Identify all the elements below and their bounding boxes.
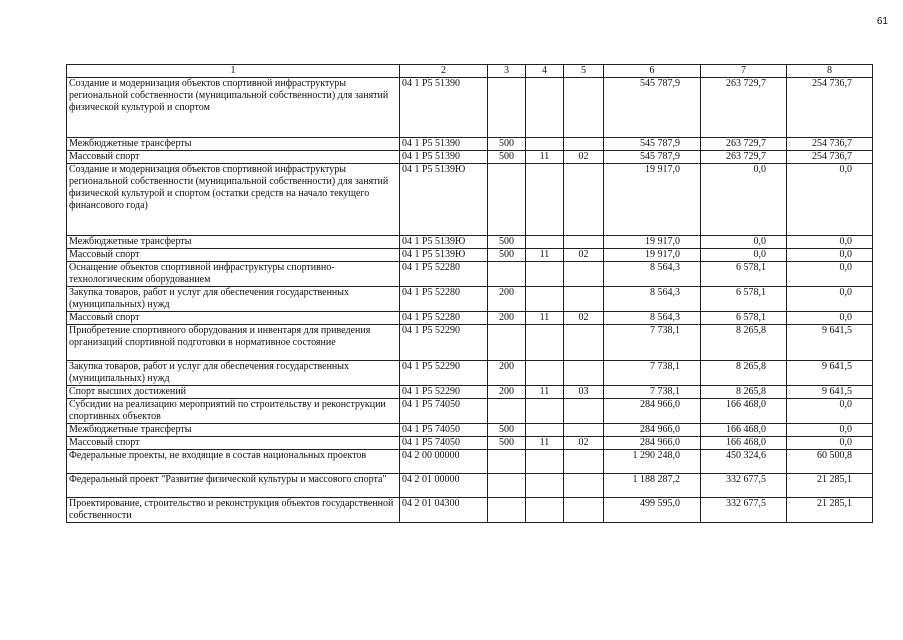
row-expense-type-cell <box>488 325 526 361</box>
row-name-cell: Создание и модернизация объектов спортивной инфраструктуры региональной собственности (муниципальной собственности) для занятий физической культурой и спортом <box>67 78 400 138</box>
row-subsection-cell: 02 <box>564 312 604 325</box>
row-amount-year2-cell: 263 729,7 <box>701 138 787 151</box>
row-name-cell: Оснащение объектов спортивной инфраструктуры спортивно-технологическим оборудованием <box>67 262 400 287</box>
table-row <box>67 262 873 287</box>
row-amount-year3-cell: 0,0 <box>787 399 873 424</box>
row-amount-year1-cell: 545 787,9 <box>604 78 701 138</box>
row-section-cell <box>526 474 564 498</box>
row-code-cell: 04 1 P5 52280 <box>400 262 488 287</box>
row-name-cell: Межбюджетные трансферты <box>67 424 400 437</box>
row-expense-type-cell: 200 <box>488 287 526 312</box>
row-section-cell <box>526 236 564 249</box>
row-section-cell: 11 <box>526 386 564 399</box>
row-amount-year3-cell: 0,0 <box>787 262 873 287</box>
row-section-cell <box>526 287 564 312</box>
table-header-row <box>67 65 873 78</box>
row-code-cell: 04 1 P5 52290 <box>400 325 488 361</box>
row-subsection-cell: 02 <box>564 151 604 164</box>
table-row <box>67 498 873 523</box>
header-cell: 1 <box>67 65 400 78</box>
row-code-cell: 04 1 P5 74050 <box>400 399 488 424</box>
row-name-cell: Массовый спорт <box>67 151 400 164</box>
row-amount-year1-cell: 545 787,9 <box>604 151 701 164</box>
row-expense-type-cell <box>488 450 526 474</box>
row-code-cell: 04 1 P5 5139Ю <box>400 249 488 262</box>
row-subsection-cell <box>564 498 604 523</box>
table-row <box>67 386 873 399</box>
row-subsection-cell <box>564 164 604 236</box>
row-amount-year1-cell: 19 917,0 <box>604 236 701 249</box>
row-amount-year3-cell: 0,0 <box>787 437 873 450</box>
row-amount-year3-cell: 0,0 <box>787 164 873 236</box>
row-expense-type-cell: 500 <box>488 138 526 151</box>
table-row <box>67 424 873 437</box>
table-row <box>67 138 873 151</box>
row-amount-year2-cell: 332 677,5 <box>701 474 787 498</box>
table-row <box>67 236 873 249</box>
row-amount-year3-cell: 254 736,7 <box>787 151 873 164</box>
row-amount-year2-cell: 450 324,6 <box>701 450 787 474</box>
row-subsection-cell <box>564 325 604 361</box>
row-expense-type-cell <box>488 474 526 498</box>
table-row <box>67 249 873 262</box>
row-amount-year2-cell: 8 265,8 <box>701 386 787 399</box>
row-name-cell: Закупка товаров, работ и услуг для обеспечения государственных (муниципальных) нужд <box>67 361 400 386</box>
row-code-cell: 04 1 P5 51390 <box>400 78 488 138</box>
page-number: 61 <box>876 16 888 27</box>
row-amount-year3-cell: 9 641,5 <box>787 325 873 361</box>
header-cell: 4 <box>526 65 564 78</box>
row-section-cell <box>526 424 564 437</box>
row-amount-year3-cell: 9 641,5 <box>787 386 873 399</box>
row-amount-year3-cell: 21 285,1 <box>787 474 873 498</box>
row-code-cell: 04 1 P5 74050 <box>400 437 488 450</box>
table-row <box>67 450 873 474</box>
row-expense-type-cell <box>488 498 526 523</box>
row-amount-year1-cell: 7 738,1 <box>604 361 701 386</box>
row-name-cell: Массовый спорт <box>67 312 400 325</box>
row-expense-type-cell <box>488 262 526 287</box>
header-cell: 2 <box>400 65 488 78</box>
row-code-cell: 04 1 P5 52290 <box>400 361 488 386</box>
row-amount-year1-cell: 8 564,3 <box>604 287 701 312</box>
row-expense-type-cell: 500 <box>488 249 526 262</box>
row-subsection-cell <box>564 450 604 474</box>
table-row <box>67 437 873 450</box>
row-amount-year2-cell: 166 468,0 <box>701 424 787 437</box>
row-amount-year2-cell: 166 468,0 <box>701 437 787 450</box>
row-amount-year3-cell: 254 736,7 <box>787 78 873 138</box>
row-code-cell: 04 2 01 04300 <box>400 498 488 523</box>
row-name-cell: Создание и модернизация объектов спортивной инфраструктуры региональной собственности (муниципальной собственности) для занятий физической культурой и спортом (остатки средств на начало текущего финансового года) <box>67 164 400 236</box>
row-name-cell: Федеральный проект "Развитие физической культуры и массового спорта" <box>67 474 400 498</box>
row-code-cell: 04 1 P5 52290 <box>400 386 488 399</box>
row-section-cell <box>526 164 564 236</box>
row-amount-year3-cell: 0,0 <box>787 287 873 312</box>
row-amount-year2-cell: 6 578,1 <box>701 287 787 312</box>
row-amount-year2-cell: 8 265,8 <box>701 325 787 361</box>
row-amount-year1-cell: 8 564,3 <box>604 262 701 287</box>
row-expense-type-cell: 200 <box>488 312 526 325</box>
table-row <box>67 399 873 424</box>
row-name-cell: Проектирование, строительство и реконструкция объектов государственной собственности <box>67 498 400 523</box>
row-section-cell <box>526 78 564 138</box>
row-code-cell: 04 1 P5 51390 <box>400 138 488 151</box>
row-section-cell <box>526 262 564 287</box>
row-expense-type-cell <box>488 399 526 424</box>
row-section-cell: 11 <box>526 249 564 262</box>
row-section-cell: 11 <box>526 437 564 450</box>
row-amount-year3-cell: 0,0 <box>787 424 873 437</box>
row-subsection-cell <box>564 361 604 386</box>
row-expense-type-cell: 200 <box>488 386 526 399</box>
row-amount-year3-cell: 254 736,7 <box>787 138 873 151</box>
row-amount-year1-cell: 1 188 287,2 <box>604 474 701 498</box>
table-row <box>67 361 873 386</box>
row-amount-year2-cell: 0,0 <box>701 249 787 262</box>
row-expense-type-cell <box>488 164 526 236</box>
row-expense-type-cell: 200 <box>488 361 526 386</box>
row-subsection-cell: 02 <box>564 437 604 450</box>
row-name-cell: Спорт высших достижений <box>67 386 400 399</box>
row-subsection-cell: 03 <box>564 386 604 399</box>
header-cell: 5 <box>564 65 604 78</box>
row-subsection-cell <box>564 236 604 249</box>
row-code-cell: 04 1 P5 74050 <box>400 424 488 437</box>
header-cell: 6 <box>604 65 701 78</box>
row-amount-year2-cell: 263 729,7 <box>701 151 787 164</box>
row-amount-year1-cell: 545 787,9 <box>604 138 701 151</box>
row-section-cell <box>526 498 564 523</box>
row-amount-year1-cell: 284 966,0 <box>604 399 701 424</box>
row-amount-year2-cell: 0,0 <box>701 236 787 249</box>
row-section-cell: 11 <box>526 312 564 325</box>
row-expense-type-cell: 500 <box>488 424 526 437</box>
header-cell: 8 <box>787 65 873 78</box>
row-section-cell <box>526 399 564 424</box>
row-expense-type-cell: 500 <box>488 151 526 164</box>
row-name-cell: Межбюджетные трансферты <box>67 236 400 249</box>
table-row <box>67 312 873 325</box>
row-section-cell <box>526 361 564 386</box>
row-code-cell: 04 1 P5 51390 <box>400 151 488 164</box>
row-subsection-cell <box>564 399 604 424</box>
row-amount-year2-cell: 263 729,7 <box>701 78 787 138</box>
row-section-cell <box>526 325 564 361</box>
row-code-cell: 04 1 P5 52280 <box>400 287 488 312</box>
row-subsection-cell <box>564 474 604 498</box>
row-section-cell: 11 <box>526 151 564 164</box>
row-amount-year1-cell: 284 966,0 <box>604 437 701 450</box>
row-amount-year2-cell: 6 578,1 <box>701 262 787 287</box>
row-subsection-cell <box>564 78 604 138</box>
row-name-cell: Закупка товаров, работ и услуг для обеспечения государственных (муниципальных) нужд <box>67 287 400 312</box>
budget-table <box>66 64 873 523</box>
row-amount-year1-cell: 19 917,0 <box>604 164 701 236</box>
row-amount-year1-cell: 7 738,1 <box>604 325 701 361</box>
row-name-cell: Субсидии на реализацию мероприятий по строительству и реконструкции спортивных объектов <box>67 399 400 424</box>
row-amount-year1-cell: 7 738,1 <box>604 386 701 399</box>
row-amount-year1-cell: 499 595,0 <box>604 498 701 523</box>
row-section-cell <box>526 450 564 474</box>
row-amount-year1-cell: 1 290 248,0 <box>604 450 701 474</box>
row-code-cell: 04 1 P5 5139Ю <box>400 164 488 236</box>
row-expense-type-cell: 500 <box>488 437 526 450</box>
row-subsection-cell <box>564 424 604 437</box>
row-amount-year3-cell: 0,0 <box>787 249 873 262</box>
row-amount-year3-cell: 60 500,8 <box>787 450 873 474</box>
row-amount-year2-cell: 6 578,1 <box>701 312 787 325</box>
row-section-cell <box>526 138 564 151</box>
row-subsection-cell <box>564 287 604 312</box>
row-name-cell: Приобретение спортивного оборудования и инвентаря для приведения организаций спортивной подготовки в нормативное состояние <box>67 325 400 361</box>
row-amount-year3-cell: 0,0 <box>787 236 873 249</box>
row-code-cell: 04 2 00 00000 <box>400 450 488 474</box>
row-amount-year3-cell: 0,0 <box>787 312 873 325</box>
table-row <box>67 325 873 361</box>
row-subsection-cell <box>564 138 604 151</box>
row-amount-year1-cell: 284 966,0 <box>604 424 701 437</box>
row-amount-year3-cell: 9 641,5 <box>787 361 873 386</box>
row-subsection-cell <box>564 262 604 287</box>
row-code-cell: 04 1 P5 5139Ю <box>400 236 488 249</box>
table-row <box>67 78 873 138</box>
row-code-cell: 04 1 P5 52280 <box>400 312 488 325</box>
row-subsection-cell: 02 <box>564 249 604 262</box>
row-amount-year2-cell: 0,0 <box>701 164 787 236</box>
row-expense-type-cell <box>488 78 526 138</box>
row-amount-year1-cell: 19 917,0 <box>604 249 701 262</box>
table-row <box>67 287 873 312</box>
row-name-cell: Массовый спорт <box>67 437 400 450</box>
row-amount-year1-cell: 8 564,3 <box>604 312 701 325</box>
row-name-cell: Федеральные проекты, не входящие в состав национальных проектов <box>67 450 400 474</box>
header-cell: 7 <box>701 65 787 78</box>
row-amount-year3-cell: 21 285,1 <box>787 498 873 523</box>
row-expense-type-cell: 500 <box>488 236 526 249</box>
row-name-cell: Межбюджетные трансферты <box>67 138 400 151</box>
table-row <box>67 474 873 498</box>
row-amount-year2-cell: 166 468,0 <box>701 399 787 424</box>
row-amount-year2-cell: 332 677,5 <box>701 498 787 523</box>
table-row <box>67 151 873 164</box>
row-code-cell: 04 2 01 00000 <box>400 474 488 498</box>
row-amount-year2-cell: 8 265,8 <box>701 361 787 386</box>
header-cell: 3 <box>488 65 526 78</box>
table-row <box>67 164 873 236</box>
row-name-cell: Массовый спорт <box>67 249 400 262</box>
